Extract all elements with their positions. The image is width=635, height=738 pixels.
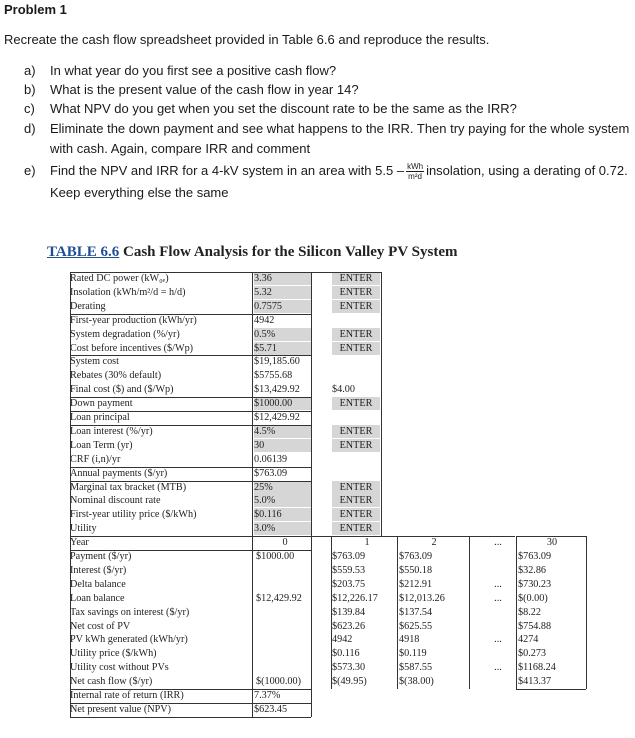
input-label: Final cost ($) and ($/Wp) bbox=[70, 384, 174, 396]
input-label: First-year production (kWh/yr) bbox=[70, 314, 197, 326]
grid-line bbox=[70, 689, 71, 717]
year0-value bbox=[256, 606, 314, 619]
ellipsis: ... bbox=[494, 537, 502, 549]
enter-marker: ENTER bbox=[332, 522, 380, 535]
grid-line bbox=[70, 272, 381, 273]
input-label: System cost bbox=[70, 356, 119, 368]
year2-value: 4918 bbox=[399, 634, 420, 646]
input-label: CRF (i,n)/yr bbox=[70, 453, 121, 465]
input-label: Rebates (30% default) bbox=[70, 370, 162, 382]
input-value: 0.7575 bbox=[254, 300, 312, 313]
year2-value: $(38.00) bbox=[399, 676, 434, 688]
year30-value: $8.22 bbox=[518, 606, 541, 618]
question-label: d) bbox=[24, 121, 36, 136]
grid-line bbox=[469, 536, 470, 689]
question-e bbox=[24, 162, 628, 200]
year30-value: $763.09 bbox=[518, 551, 552, 562]
table-number: TABLE 6.6 bbox=[47, 244, 120, 260]
insolation-fraction bbox=[406, 162, 424, 181]
year0-value bbox=[256, 564, 314, 577]
summary-label: Internal rate of return (IRR) bbox=[70, 690, 184, 701]
input-value: 3.0% bbox=[254, 522, 312, 535]
input-value: $5.71 bbox=[254, 342, 312, 355]
year30-value: $32.86 bbox=[518, 564, 547, 576]
enter-marker: ENTER bbox=[332, 286, 380, 299]
year30-value: 30 bbox=[546, 537, 558, 549]
year1-value: $623.26 bbox=[332, 620, 366, 632]
year0-value bbox=[256, 578, 314, 591]
input-value: 4942 bbox=[254, 314, 275, 326]
input-value: 5.32 bbox=[254, 286, 312, 299]
ellipsis: ... bbox=[494, 592, 502, 604]
input-label: Nominal discount rate bbox=[70, 495, 161, 507]
grid-line bbox=[331, 536, 332, 689]
enter-marker: ENTER bbox=[332, 342, 380, 355]
input-label: Annual payments ($/yr) bbox=[70, 467, 168, 479]
question-label: c) bbox=[24, 101, 35, 116]
grid-line bbox=[311, 689, 312, 717]
year2-value: $0.119 bbox=[399, 648, 427, 660]
year0-value: $(1000.00) bbox=[256, 676, 301, 688]
question-text-after: insolation, using a derating of 0.72. Keep everything else the same bbox=[50, 163, 628, 200]
grid-line bbox=[252, 536, 253, 689]
year0-value bbox=[256, 661, 314, 674]
grid-line bbox=[70, 536, 515, 537]
grid-line bbox=[70, 467, 311, 468]
enter-marker: ENTER bbox=[332, 300, 380, 313]
input-value: $1000.00 bbox=[254, 397, 312, 410]
year1-value: $0.116 bbox=[332, 648, 360, 660]
cashflow-label: Net cash flow ($/yr) bbox=[70, 676, 153, 688]
enter-marker: ENTER bbox=[332, 439, 380, 452]
enter-marker: ENTER bbox=[332, 328, 380, 341]
year1-value: $12,226.17 bbox=[332, 592, 378, 604]
year2-value: $625.55 bbox=[399, 620, 433, 632]
input-value: $763.09 bbox=[254, 467, 288, 479]
problem-intro: Recreate the cash flow spreadsheet provided in Table 6.6 and reproduce the results. bbox=[4, 32, 490, 47]
input-label: First-year utility price ($/kWh) bbox=[70, 509, 197, 521]
cashflow-label: Loan balance bbox=[70, 592, 125, 604]
grid-line bbox=[252, 689, 253, 717]
question-text-before: Find the NPV and IRR for a 4-kV system in an area with 5.5 – bbox=[50, 163, 405, 178]
grid-line bbox=[70, 703, 311, 704]
input-label: Down payment bbox=[70, 398, 133, 410]
grid-line bbox=[397, 536, 398, 689]
input-label: System degradation (%/yr) bbox=[70, 328, 180, 340]
grid-line bbox=[70, 550, 311, 551]
year0-value: 0 bbox=[282, 537, 288, 549]
year0-value bbox=[256, 647, 314, 660]
grid-line bbox=[381, 272, 382, 536]
enter-marker: ENTER bbox=[332, 425, 380, 438]
input-value: 0.06139 bbox=[254, 453, 288, 465]
input-value: $5755.68 bbox=[254, 370, 293, 382]
grid-line bbox=[70, 397, 311, 398]
year1-value: $203.75 bbox=[332, 578, 366, 590]
summary-value: $623.45 bbox=[254, 703, 288, 715]
grid-line bbox=[70, 314, 311, 315]
question-label: a) bbox=[24, 63, 36, 78]
year2-value: $212.91 bbox=[399, 578, 433, 590]
question-b bbox=[24, 81, 359, 99]
enter-marker: ENTER bbox=[332, 481, 380, 494]
year0-value: $1000.00 bbox=[256, 551, 295, 562]
summary-value: 7.37% bbox=[254, 690, 281, 701]
year0-value bbox=[256, 633, 314, 646]
fraction-denominator: m²d bbox=[408, 172, 422, 182]
cashflow-label: Delta balance bbox=[70, 578, 126, 590]
input-value: 3.36 bbox=[254, 272, 312, 285]
cashflow-label: Utility price ($/kWh) bbox=[70, 648, 157, 660]
cashflow-label: Year bbox=[70, 537, 89, 549]
input-label: Loan principal bbox=[70, 412, 130, 423]
input-label: Utility bbox=[70, 523, 97, 535]
year0-value bbox=[256, 620, 314, 633]
problem-heading: Problem 1 bbox=[4, 2, 67, 17]
year30-value: 4274 bbox=[518, 634, 539, 646]
enter-marker: ENTER bbox=[332, 397, 380, 410]
input-value: 30 bbox=[254, 439, 312, 452]
input-value: 4.5% bbox=[254, 425, 312, 438]
question-text: What NPV do you get when you set the discount rate to be the same as the IRR? bbox=[50, 101, 517, 116]
year1-value: 4942 bbox=[332, 634, 353, 646]
input-value: $12,429.92 bbox=[254, 412, 300, 423]
fraction-numerator: kWh bbox=[407, 162, 424, 172]
year30-value: $0.273 bbox=[518, 648, 547, 660]
grid-line bbox=[70, 536, 71, 689]
year2-value: 2 bbox=[431, 537, 437, 549]
question-label: e) bbox=[24, 163, 36, 178]
question-text: In what year do you first see a positive cash flow? bbox=[50, 63, 337, 78]
year30-value: $754.88 bbox=[518, 620, 552, 632]
cost-per-watt: $4.00 bbox=[332, 384, 355, 396]
year2-value: $137.54 bbox=[399, 606, 433, 618]
input-label: Loan interest (%/yr) bbox=[70, 425, 153, 437]
grid-line bbox=[252, 272, 253, 536]
table-caption bbox=[47, 244, 457, 261]
year2-value: $12,013.26 bbox=[399, 592, 445, 604]
question-d bbox=[24, 120, 630, 156]
year2-value: $763.09 bbox=[399, 551, 433, 562]
input-value: 5.0% bbox=[254, 494, 312, 507]
ellipsis: ... bbox=[494, 662, 502, 674]
summary-label: Net present value (NPV) bbox=[70, 703, 171, 715]
cashflow-label: Net cost of PV bbox=[70, 620, 131, 632]
question-a bbox=[24, 62, 337, 80]
grid-line bbox=[516, 689, 586, 690]
year30-value: $413.37 bbox=[518, 676, 552, 688]
question-label: b) bbox=[24, 82, 36, 97]
input-value: $0.116 bbox=[254, 508, 312, 521]
year30-value: $730.23 bbox=[518, 578, 552, 590]
input-value: 0.5% bbox=[254, 328, 312, 341]
grid-line bbox=[70, 481, 311, 482]
grid-line bbox=[70, 272, 71, 536]
year1-value: $573.30 bbox=[332, 662, 366, 674]
year1-value: $139.84 bbox=[332, 606, 366, 618]
input-label: Marginal tax bracket (MTB) bbox=[70, 481, 187, 493]
enter-marker: ENTER bbox=[332, 272, 380, 285]
grid-line bbox=[70, 717, 311, 718]
input-value: $19,185.60 bbox=[254, 356, 300, 368]
grid-line bbox=[586, 536, 587, 689]
year1-value: $559.53 bbox=[332, 564, 366, 576]
input-label: Rated DC power (kW₀ₑ) bbox=[70, 273, 169, 284]
grid-line bbox=[70, 411, 311, 412]
input-value: 25% bbox=[254, 481, 312, 494]
grid-line bbox=[70, 425, 311, 426]
year1-value: 1 bbox=[364, 537, 370, 549]
grid-line bbox=[70, 355, 311, 356]
enter-marker: ENTER bbox=[332, 494, 380, 507]
question-text: What is the present value of the cash flow in year 14? bbox=[50, 82, 359, 97]
cashflow-label: Payment ($/yr) bbox=[70, 551, 132, 562]
question-text: Eliminate the down payment and see what happens to the IRR. Then try paying for the whole system with cash. Again, compare IRR and comment bbox=[50, 121, 630, 156]
input-value: $13,429.92 bbox=[254, 384, 300, 396]
question-text bbox=[50, 160, 635, 204]
cashflow-label: Utility cost without PVs bbox=[70, 662, 169, 674]
cashflow-label: Interest ($/yr) bbox=[70, 564, 127, 576]
year30-value: $1168.24 bbox=[518, 662, 556, 674]
year2-value: $550.18 bbox=[399, 564, 433, 576]
cashflow-label: Tax savings on interest ($/yr) bbox=[70, 606, 190, 618]
input-label: Cost before incentives ($/Wp) bbox=[70, 342, 194, 354]
grid-line bbox=[516, 536, 517, 689]
enter-marker: ENTER bbox=[332, 508, 380, 521]
grid-line bbox=[311, 536, 312, 689]
table-title: Cash Flow Analysis for the Silicon Valley PV System bbox=[123, 244, 458, 260]
input-label: Insolation (kWh/m²/d = h/d) bbox=[70, 286, 186, 298]
year1-value: $763.09 bbox=[332, 551, 366, 562]
input-label: Loan Term (yr) bbox=[70, 439, 133, 451]
cashflow-label: PV kWh generated (kWh/yr) bbox=[70, 634, 188, 646]
grid-line bbox=[311, 272, 312, 536]
year1-value: $(49.95) bbox=[332, 676, 367, 688]
year30-value: $(0.00) bbox=[518, 592, 548, 604]
question-c bbox=[24, 100, 517, 118]
year0-value: $12,429.92 bbox=[256, 592, 302, 604]
grid-line bbox=[70, 689, 311, 690]
ellipsis: ... bbox=[494, 578, 502, 590]
grid-line bbox=[516, 536, 586, 537]
ellipsis: ... bbox=[494, 634, 502, 646]
year2-value: $587.55 bbox=[399, 662, 433, 674]
input-label: Derating bbox=[70, 300, 106, 312]
